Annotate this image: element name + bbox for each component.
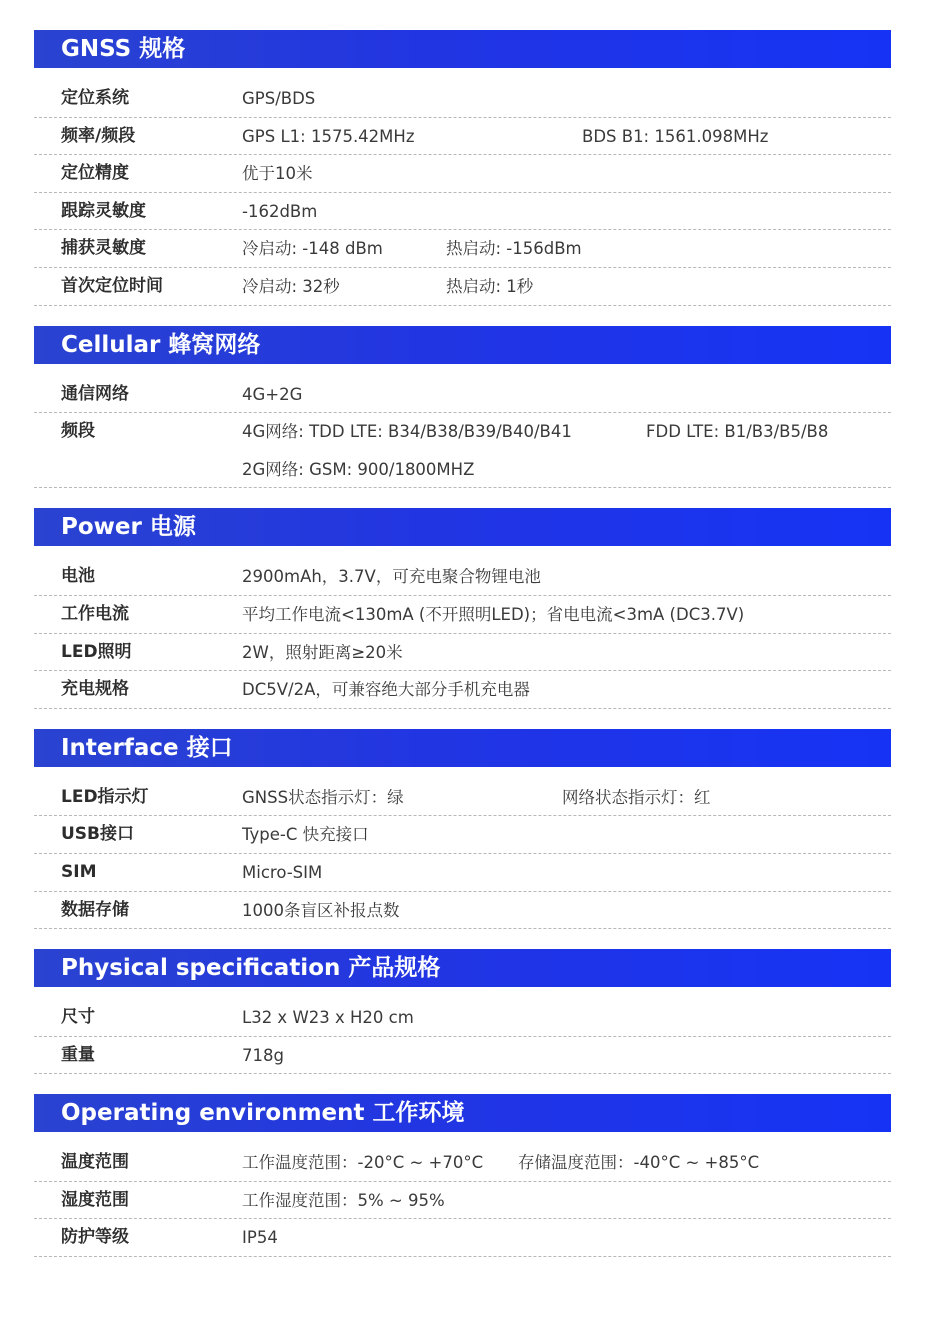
spec-label: 充电规格 — [61, 679, 129, 700]
spec-value-secondary: BDS B1: 1561.098MHz — [582, 126, 769, 146]
spec-value: DC5V/2A，可兼容绝大部分手机充电器 — [242, 680, 530, 700]
spec-value: 2W，照射距离≥20米 — [242, 642, 403, 662]
spec-label: 尺寸 — [61, 1007, 95, 1028]
spec-row-accuracy — [34, 155, 891, 193]
section-title-cellular: Cellular 蜂窝网络 — [34, 326, 891, 364]
spec-label: 首次定位时间 — [61, 275, 163, 296]
spec-value: L32 x W23 x H20 cm — [242, 1008, 414, 1028]
spec-value: 工作湿度范围：5% ~ 95% — [242, 1190, 445, 1210]
spec-value-secondary: 热启动: 1秒 — [446, 276, 534, 296]
power-section — [34, 508, 891, 708]
spec-value: GPS/BDS — [242, 89, 316, 108]
spec-value: 718g — [242, 1045, 284, 1065]
spec-row-weight — [34, 1037, 891, 1075]
spec-value: 优于10米 — [242, 164, 313, 184]
spec-label: 重量 — [61, 1044, 95, 1065]
spec-value: IP54 — [242, 1228, 278, 1248]
spec-row-led-indicator — [34, 779, 891, 817]
spec-label: 通信网络 — [61, 383, 129, 404]
spec-value-secondary: FDD LTE: B1/B3/B5/B8 — [646, 422, 829, 442]
spec-label: 定位精度 — [61, 163, 129, 184]
spec-value-secondary: 存储温度范围：-40°C ~ +85°C — [518, 1153, 760, 1173]
section-title-physical: Physical specification 产品规格 — [34, 949, 891, 987]
spec-row-protection — [34, 1219, 891, 1257]
spec-label: 湿度范围 — [61, 1189, 129, 1210]
spec-value: 冷启动: -148 dBm — [242, 239, 383, 259]
spec-row-storage — [34, 892, 891, 930]
spec-row-dimensions — [34, 999, 891, 1037]
spec-row-sim — [34, 854, 891, 892]
spec-value: 工作温度范围：-20°C ~ +70°C — [242, 1153, 484, 1173]
section-title-power: Power 电源 — [34, 508, 891, 546]
physical-section — [34, 949, 891, 1074]
spec-label: SIM — [61, 861, 97, 882]
spec-label: 跟踪灵敏度 — [61, 200, 146, 221]
spec-label: 定位系统 — [61, 88, 129, 108]
spec-label: 工作电流 — [61, 603, 129, 624]
spec-row-charging — [34, 671, 891, 709]
spec-label: 电池 — [61, 566, 95, 587]
spec-value: -162dBm — [242, 201, 318, 221]
spec-value: Type-C 快充接口 — [242, 825, 369, 845]
spec-label: 捕获灵敏度 — [61, 238, 146, 259]
spec-row-network — [34, 376, 891, 414]
spec-sheet — [34, 30, 891, 1277]
spec-value: 平均工作电流<130mA (不开照明LED)；省电电流<3mA (DC3.7V) — [242, 604, 745, 624]
spec-label: 防护等级 — [61, 1227, 129, 1248]
spec-row-temperature — [34, 1144, 891, 1182]
spec-value-secondary: 网络状态指示灯：红 — [562, 787, 711, 807]
spec-label: LED照明 — [61, 641, 132, 662]
spec-row-battery — [34, 558, 891, 596]
spec-value-2g: 2G网络: GSM: 900/1800MHZ — [242, 459, 475, 479]
gnss-section — [34, 30, 891, 306]
interface-section — [34, 729, 891, 929]
spec-row-frequency — [34, 118, 891, 156]
spec-label: 温度范围 — [61, 1152, 129, 1173]
spec-value: 冷启动: 32秒 — [242, 276, 340, 296]
spec-value: 4G网络: TDD LTE: B34/B38/B39/B40/B41 — [242, 422, 572, 442]
spec-row-current — [34, 596, 891, 634]
spec-label: 数据存储 — [61, 899, 129, 920]
spec-row-tracking-sensitivity — [34, 193, 891, 231]
spec-row-ttff — [34, 268, 891, 306]
spec-row-positioning-system — [34, 80, 891, 118]
spec-value-secondary: 热启动: -156dBm — [446, 239, 582, 259]
spec-label: USB接口 — [61, 824, 135, 845]
spec-value: GNSS状态指示灯：绿 — [242, 787, 404, 807]
cellular-section — [34, 326, 891, 489]
spec-value: GPS L1: 1575.42MHz — [242, 126, 415, 146]
spec-row-humidity — [34, 1182, 891, 1220]
spec-row-acquisition-sensitivity — [34, 230, 891, 268]
spec-label: 频段 — [61, 421, 95, 442]
environment-section — [34, 1094, 891, 1257]
spec-value: Micro-SIM — [242, 862, 323, 882]
spec-row-bands — [34, 413, 891, 488]
spec-value: 1000条盲区补报点数 — [242, 900, 400, 920]
section-title-interface: Interface 接口 — [34, 729, 891, 767]
section-title-environment: Operating environment 工作环境 — [34, 1094, 891, 1132]
spec-row-led-light — [34, 634, 891, 672]
spec-value: 4G+2G — [242, 384, 303, 404]
spec-label: 频率/频段 — [61, 125, 136, 146]
spec-value: 2900mAh，3.7V，可充电聚合物锂电池 — [242, 567, 541, 587]
spec-row-usb — [34, 816, 891, 854]
spec-label: LED指示灯 — [61, 786, 149, 807]
section-title-gnss: GNSS 规格 — [34, 30, 891, 68]
